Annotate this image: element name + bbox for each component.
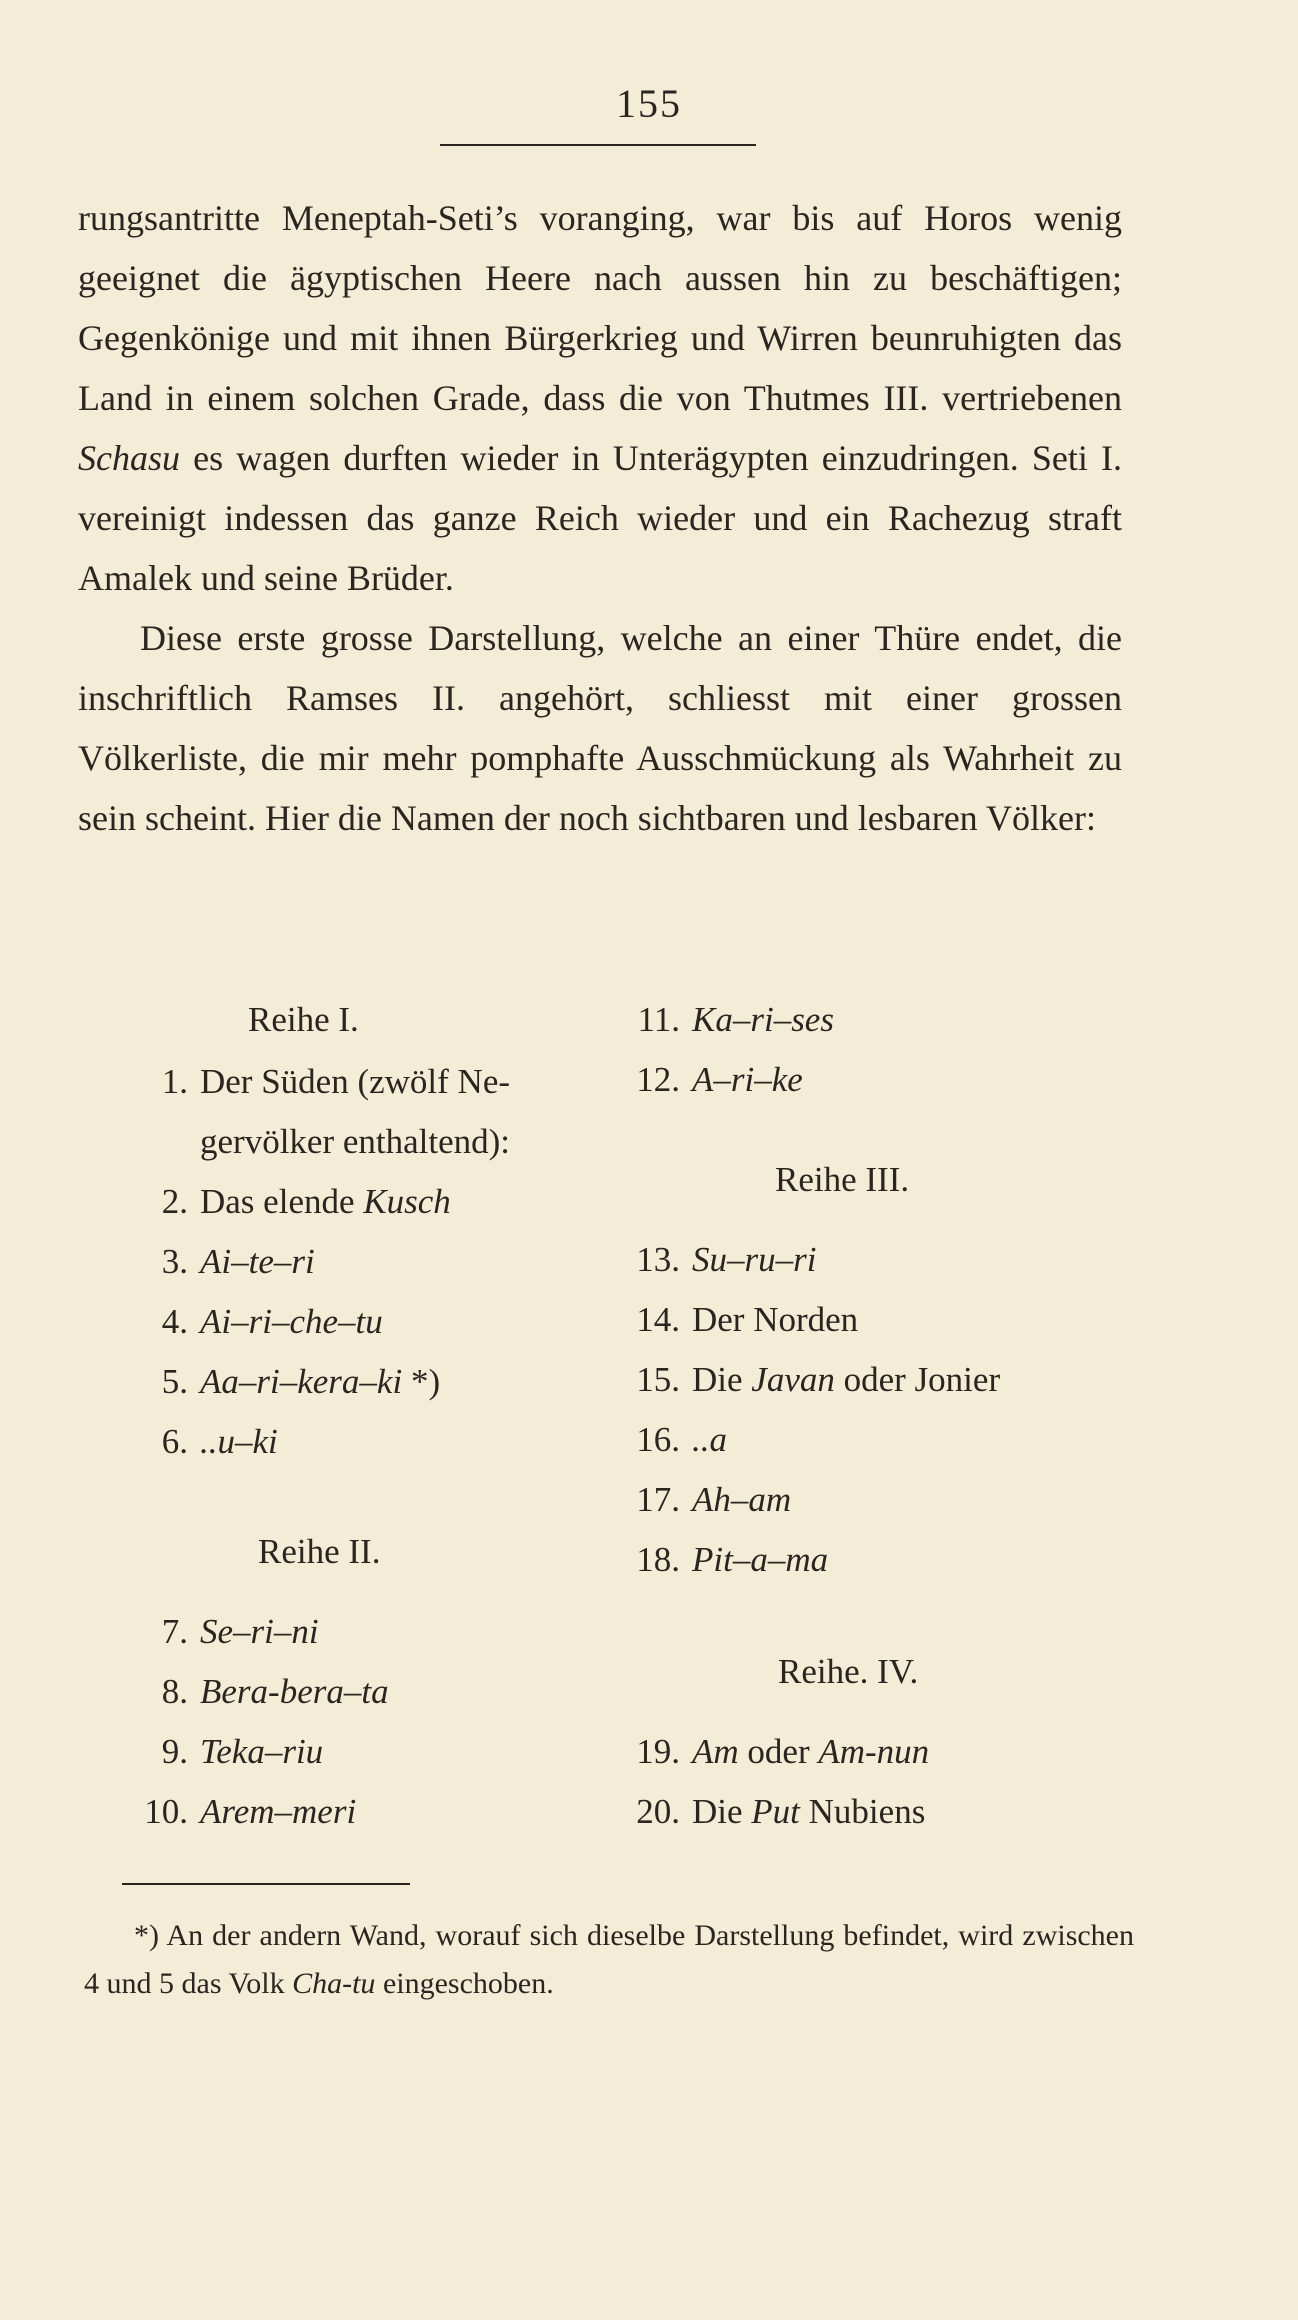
header-rule: [440, 144, 756, 146]
list-item: 15. Die Javan oder Jonier: [636, 1360, 1001, 1399]
list-item: 7. Se–ri–ni: [161, 1612, 319, 1651]
list-item: 11. Ka–ri–ses: [637, 1000, 834, 1039]
heading-reihe-3: Reihe III.: [775, 1160, 910, 1199]
paragraph-2: Diese erste grosse Darstellung, welche an einer Thüre endet, die inschriftlich Ramses II. angehört, schliesst mit einer grossen Völkerliste, die mir mehr pomphafte Ausschmückung als Wahrheit zu sein scheint. Hier die Namen der noch sichtbaren und lesbaren Völker:: [78, 618, 1122, 838]
list-item: 1. Der Süden (zwölf Ne-: [161, 1062, 511, 1101]
body-text: [78, 188, 1122, 848]
paragraph-1: [78, 188, 1122, 608]
schasu-term: Schasu: [78, 438, 180, 478]
paragraph-1-text-a: rungsantritte Meneptah-Seti’s voranging, war bis auf Horos wenig geeignet die ägyptischen Heere nach aussen hin zu beschäftigen; Gegenkönige und mit ihnen Bürgerkrieg und Wirren beunruhigten das Land in einem solchen Grade, dass die von Thutmes III. vertriebenen: [78, 198, 1122, 418]
list-item: 13. Su–ru–ri: [636, 1240, 817, 1279]
footnote-rule: [122, 1883, 410, 1885]
list-item: 17. Ah–am: [636, 1480, 792, 1519]
list-item: 6. ..u–ki: [161, 1422, 278, 1461]
footnote: [84, 1912, 1134, 2008]
chatu-term: Cha-tu: [292, 1967, 376, 2000]
list-item: 19. Am oder Am-nun: [636, 1732, 930, 1771]
list-item: 10. Arem–meri: [144, 1792, 357, 1831]
list-item: 9. Teka–riu: [161, 1732, 324, 1771]
paragraph-1-text-b: es wagen durften wieder in Unterägypten einzudringen. Seti I. vereinigt indessen das ganze Reich wieder und ein Rachezug straft Amalek und seine Brüder.: [78, 438, 1122, 598]
list-item: 18. Pit–a–ma: [636, 1540, 829, 1579]
list-item: 14. Der Norden: [636, 1300, 859, 1339]
footnote-text: *) An der andern Wand, worauf sich dieselbe Darstellung befindet, wird zwischen 4 und 5 das Volk Cha-tu eingeschoben.: [84, 1919, 1134, 2000]
list-item: 4. Ai–ri–che–tu: [161, 1302, 383, 1341]
list-item: 16. ..a: [636, 1420, 727, 1459]
page-number: 155: [616, 81, 682, 126]
heading-reihe-2: Reihe II.: [258, 1532, 381, 1571]
list-item-continuation: gervölker enthaltend):: [200, 1122, 511, 1161]
heading-reihe-4: Reihe. IV.: [778, 1652, 919, 1691]
list-item: 5. Aa–ri–kera–ki *): [161, 1362, 441, 1401]
list-item: 2. Das elende Kusch: [161, 1182, 451, 1221]
list-item: 3. Ai–te–ri: [161, 1242, 315, 1281]
list-item: 8. Bera-bera–ta: [161, 1672, 389, 1711]
list-item: 12. A–ri–ke: [636, 1060, 803, 1099]
heading-reihe-1: Reihe I.: [248, 1000, 359, 1039]
list-item: 20. Die Put Nubiens: [636, 1792, 926, 1831]
